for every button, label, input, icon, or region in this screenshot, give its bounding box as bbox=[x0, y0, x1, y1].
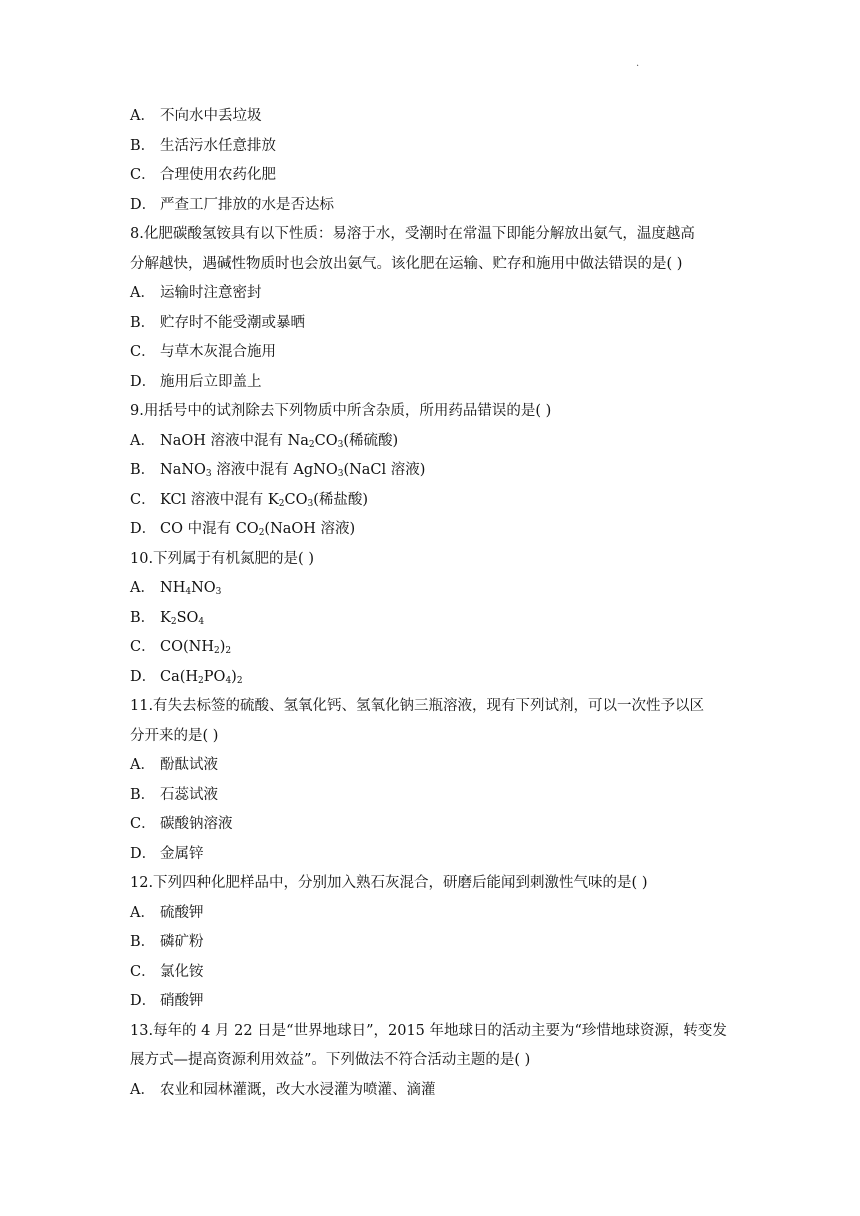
option-label: C． bbox=[130, 639, 156, 655]
option-label: B． bbox=[130, 462, 156, 478]
answer-option bbox=[130, 604, 740, 634]
option-label: D． bbox=[130, 373, 157, 390]
option-text: NaNO$_3$ 溶液中混有 AgNO$_3$(NaCl 溶液) bbox=[160, 462, 426, 479]
option-label: D． bbox=[130, 668, 157, 685]
option-label: B． bbox=[130, 137, 156, 154]
answer-option bbox=[130, 899, 740, 929]
option-label: A． bbox=[130, 580, 155, 596]
answer-option bbox=[130, 633, 740, 663]
question-stem-line: 分解越快，遇碱性物质时也会放出氨气。该化肥在运输、贮存和施用中做法错误的是( ) bbox=[130, 255, 683, 272]
answer-option bbox=[130, 456, 740, 486]
question-document bbox=[130, 102, 740, 1105]
option-text: 硝酸钾 bbox=[160, 993, 204, 1009]
option-text: 金属锌 bbox=[160, 845, 204, 862]
answer-option bbox=[130, 161, 740, 191]
option-label: B． bbox=[130, 314, 156, 331]
option-text: 生活污水任意排放 bbox=[160, 137, 276, 154]
option-text: $NH_4NO_3$ bbox=[160, 580, 222, 597]
option-label: D． bbox=[130, 993, 157, 1009]
answer-option bbox=[130, 279, 740, 309]
answer-option bbox=[130, 751, 740, 781]
answer-option bbox=[130, 132, 740, 162]
option-text: 严查工厂排放的水是否达标 bbox=[160, 196, 334, 213]
option-text: 贮存时不能受潮或暴晒 bbox=[160, 314, 305, 331]
answer-option bbox=[130, 928, 740, 958]
question-stem-line: 11.有失去标签的硫酸、氢氧化钙、氢氧化钠三瓶溶液，现有下列试剂，可以一次性予以区 bbox=[130, 698, 705, 714]
question-stem-line: 13.每年的 4 月 22 日是“世界地球日”，2015 年地球日的活动主要为“珍惜地球资源，转变发 bbox=[130, 1022, 727, 1039]
option-label: A． bbox=[130, 1081, 155, 1098]
option-label: B． bbox=[130, 786, 156, 803]
answer-option bbox=[130, 309, 740, 339]
option-label: A． bbox=[130, 285, 155, 301]
option-text: 农业和园林灌溉，改大水浸灌为喷灌、滴灌 bbox=[160, 1081, 436, 1098]
option-text: 运输时注意密封 bbox=[160, 285, 262, 301]
option-label: A． bbox=[130, 108, 155, 124]
option-label: A． bbox=[130, 757, 155, 773]
answer-option bbox=[130, 368, 740, 398]
option-text: $CO(NH_2)_2$ bbox=[160, 639, 232, 656]
answer-option bbox=[130, 810, 740, 840]
option-label: C． bbox=[130, 167, 156, 183]
option-text: 磷矿粉 bbox=[160, 934, 204, 950]
answer-option bbox=[130, 102, 740, 132]
option-text: KCl 溶液中混有 $K_2CO_3$(稀盐酸) bbox=[160, 491, 369, 509]
option-text: $K_2SO_4$ bbox=[160, 609, 205, 627]
option-text: 不向水中丢垃圾 bbox=[160, 108, 262, 124]
option-text: 施用后立即盖上 bbox=[160, 373, 262, 390]
answer-option bbox=[130, 958, 740, 988]
answer-option bbox=[130, 781, 740, 811]
option-text: 石蕊试液 bbox=[160, 786, 218, 803]
option-text: NaOH 溶液中混有 $Na_2CO_3$(稀硫酸) bbox=[160, 432, 399, 450]
option-text: 硫酸钾 bbox=[160, 904, 204, 921]
option-label: A． bbox=[130, 432, 155, 449]
answer-option bbox=[130, 840, 740, 870]
answer-option bbox=[130, 427, 740, 457]
option-label: D． bbox=[130, 845, 157, 862]
option-text: 氯化铵 bbox=[160, 963, 204, 980]
option-text: CO 中混有 $CO_2(NaOH$ 溶液) bbox=[160, 521, 356, 538]
option-label: C． bbox=[130, 963, 156, 980]
question-stem-line: 分开来的是( ) bbox=[130, 727, 219, 744]
option-label: B． bbox=[130, 609, 156, 626]
option-text: 合理使用农药化肥 bbox=[160, 167, 276, 183]
answer-option bbox=[130, 515, 740, 545]
answer-option bbox=[130, 338, 740, 368]
question-stem-line: 展方式—提高资源利用效益”。下列做法不符合活动主题的是( ) bbox=[130, 1052, 531, 1068]
option-label: A． bbox=[130, 904, 155, 921]
answer-option bbox=[130, 1076, 740, 1106]
answer-option bbox=[130, 574, 740, 604]
question-stem-line: 12.下列四种化肥样品中，分别加入熟石灰混合，研磨后能闻到刺激性气味的是( ) bbox=[130, 875, 648, 891]
option-text: 碳酸钠溶液 bbox=[160, 816, 233, 832]
answer-option bbox=[130, 663, 740, 693]
answer-option bbox=[130, 191, 740, 221]
option-text: 酚酞试液 bbox=[160, 757, 218, 773]
question-stem-line: 9.用括号中的试剂除去下列物质中所含杂质，所用药品错误的是( ) bbox=[130, 403, 552, 419]
question-stem-line: 10.下列属于有机氮肥的是( ) bbox=[130, 550, 314, 567]
option-label: D． bbox=[130, 196, 157, 213]
option-label: C． bbox=[130, 816, 156, 832]
question-stem-line: 8.化肥碳酸氢铵具有以下性质：易溶于水，受潮时在常温下即能分解放出氨气，温度越高 bbox=[130, 226, 695, 242]
answer-option bbox=[130, 987, 740, 1017]
option-text: 与草木灰混合施用 bbox=[160, 344, 276, 360]
option-label: D． bbox=[130, 521, 157, 537]
option-label: C． bbox=[130, 491, 156, 508]
option-text: $Ca(H_2PO_4)_2$ bbox=[160, 668, 243, 686]
option-label: B． bbox=[130, 934, 156, 950]
page-header-mark: . bbox=[636, 58, 640, 69]
answer-option bbox=[130, 486, 740, 516]
option-label: C． bbox=[130, 344, 156, 360]
